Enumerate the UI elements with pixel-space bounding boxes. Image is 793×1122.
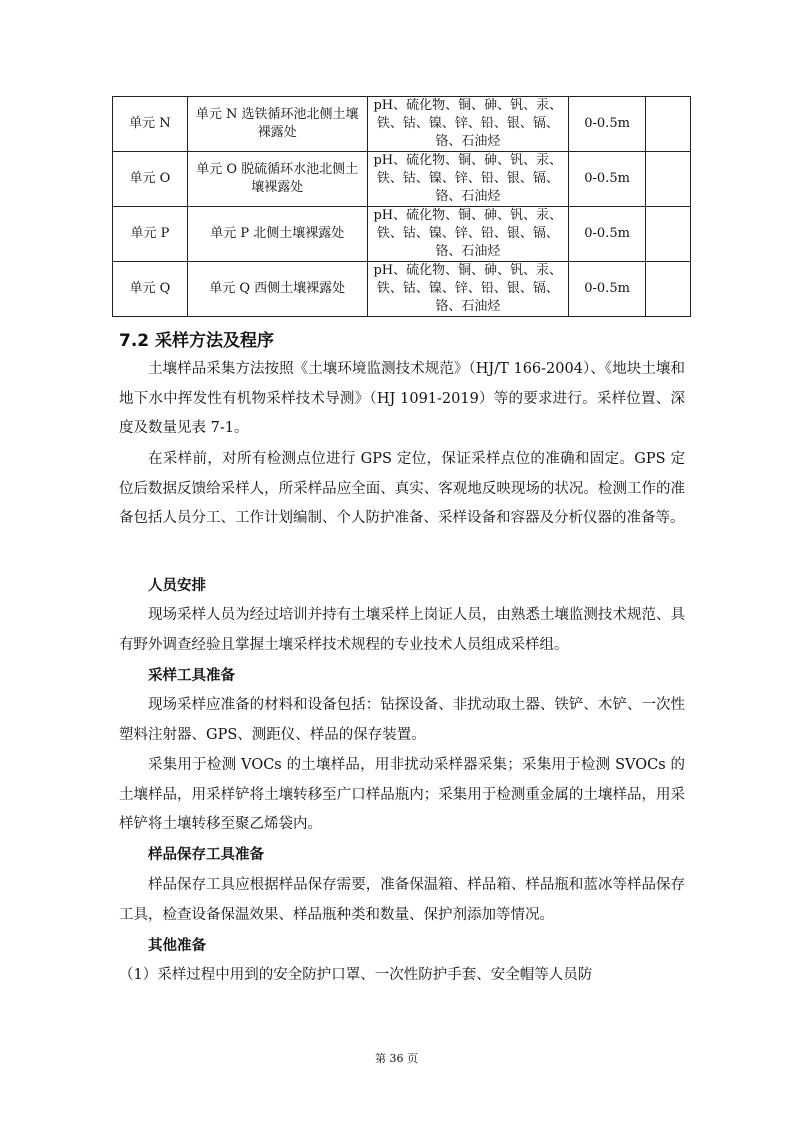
- paragraph-personnel: 现场采样人员为经过培训并持有土壤采样上岗证人员，由熟悉土壤监测技术规范、具有野外调查经验且掌握土壤采样技术规程的专业技术人员组成采样组。: [119, 607, 685, 653]
- paragraph-gps-positioning: 在采样前，对所有检测点位进行 GPS 定位，保证采样点位的准确和固定。GPS 定位后数据反馈给采样人，所采样品应全面、真实、客观地反映现场的状况。检测工作的准备包括人员分工、工作计划编制、个人防护准备、采样设备和容器及分析仪器的准备等。: [119, 451, 685, 526]
- subheading-other-preparation: 其他准备: [148, 938, 206, 954]
- unit-cell: 单元 N: [113, 97, 188, 152]
- paragraph-other-preparation: （1）采样过程中用到的安全防护口罩、一次性防护手套、安全帽等人员防: [119, 967, 593, 983]
- note-cell: [646, 207, 691, 262]
- table-row: [113, 152, 691, 207]
- depth-cell: 0-0.5m: [569, 152, 646, 207]
- note-cell: [646, 262, 691, 317]
- unit-cell: 单元 P: [113, 207, 188, 262]
- section-heading: 7.2 采样方法及程序: [119, 331, 275, 351]
- depth-cell: 0-0.5m: [569, 262, 646, 317]
- location-cell: 单元 Q 西侧土壤裸露处: [187, 262, 367, 317]
- location-cell: 单元 P 北侧土壤裸露处: [187, 207, 367, 262]
- depth-cell: 0-0.5m: [569, 207, 646, 262]
- unit-cell: 单元 Q: [113, 262, 188, 317]
- table-row: [113, 207, 691, 262]
- paragraph-storage-tools: 样品保存工具应根据样品保存需要，准备保温箱、样品箱、样品瓶和蓝冰等样品保存工具，检查设备保温效果、样品瓶种类和数量、保护剂添加等情况。: [119, 877, 685, 923]
- items-cell: pH、硫化物、铜、砷、钒、汞、铁、钴、镍、锌、铅、银、镉、铬、石油烃: [367, 262, 569, 317]
- location-cell: 单元 N 选铁循环池北侧土壤裸露处: [187, 97, 367, 152]
- paragraph-sampling-tools: 现场采样应准备的材料和设备包括：钻探设备、非扰动取土器、铁铲、木铲、一次性塑料注射器、GPS、测距仪、样品的保存装置。: [119, 697, 685, 743]
- page-number: 第 36 页: [375, 1052, 418, 1065]
- location-cell: 单元 O 脱硫循环水池北侧土壤裸露处: [187, 152, 367, 207]
- depth-cell: 0-0.5m: [569, 97, 646, 152]
- paragraph-sampling-standards: 土壤样品采集方法按照《土壤环境监测技术规范》（HJ/T 166-2004）、《地块土壤和地下水中挥发性有机物采样技术导测》（HJ 1091-2019）等的要求进行。采样位置、深度及数量见表 7-1。: [119, 361, 685, 436]
- subheading-storage-tools: 样品保存工具准备: [148, 847, 264, 863]
- items-cell: pH、硫化物、铜、砷、钒、汞、铁、钴、镍、锌、铅、银、镉、铬、石油烃: [367, 97, 569, 152]
- paragraph-sample-collection: 采集用于检测 VOCs 的土壤样品，用非扰动采样器采集；采集用于检测 SVOCs 的土壤样品，用采样铲将土壤转移至广口样品瓶内；采集用于检测重金属的土壤样品，用采样铲将土壤转移至聚乙烯袋内。: [119, 757, 685, 832]
- items-cell: pH、硫化物、铜、砷、钒、汞、铁、钴、镍、锌、铅、银、镉、铬、石油烃: [367, 207, 569, 262]
- subheading-personnel: 人员安排: [148, 578, 206, 594]
- table-row: [113, 262, 691, 317]
- table-row: [113, 97, 691, 152]
- unit-cell: 单元 O: [113, 152, 188, 207]
- items-cell: pH、硫化物、铜、砷、钒、汞、铁、钴、镍、锌、铅、银、镉、铬、石油烃: [367, 152, 569, 207]
- note-cell: [646, 152, 691, 207]
- subheading-sampling-tools: 采样工具准备: [148, 668, 235, 684]
- sampling-units-table: [112, 96, 691, 317]
- note-cell: [646, 97, 691, 152]
